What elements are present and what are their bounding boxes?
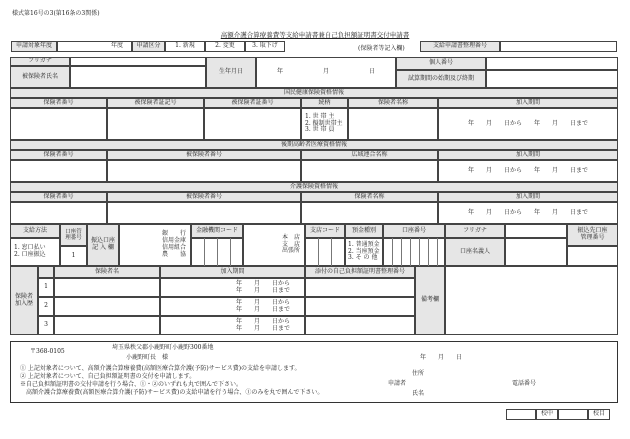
- kaigo-h2: 被保険者番号: [107, 192, 301, 202]
- note-2: ② 上記対象者について、自己負担額証明書の交付を申請します。: [20, 373, 196, 380]
- kokuho-period[interactable]: 年 月 日から 年 月 日まで: [438, 108, 618, 140]
- history-h2: 加入期間: [160, 266, 305, 278]
- relation-member: 3. 世 帯 員: [305, 126, 335, 134]
- birth-field[interactable]: [256, 57, 396, 88]
- tel-label: 電話番号: [512, 380, 537, 387]
- note-3: ※自己負担額証明書の交付申請を行う場合、①・②のいずれも丸で囲んで下さい。: [20, 381, 243, 388]
- history-row-num: 2: [38, 297, 54, 316]
- kokuho-section-title: 国民健康保険資格情報: [10, 88, 618, 98]
- form-number: 様式第16号の3(第16条の3関係): [12, 10, 100, 17]
- koki-h3: 広域連合名称: [301, 150, 438, 160]
- kaigo-period[interactable]: 年 月 日から 年 月 日まで: [438, 202, 618, 224]
- kaigo-insurer-name[interactable]: [301, 202, 438, 224]
- meigi-field[interactable]: [505, 238, 567, 266]
- kokuho-h3: 被保険者証番号: [204, 98, 301, 108]
- option-withdraw[interactable]: 3. 取下げ: [245, 41, 285, 52]
- history-corner: [38, 266, 54, 278]
- koki-insurer-no[interactable]: [10, 160, 107, 182]
- year-label: 申請対象年度: [11, 41, 57, 52]
- relation-quasi: 2. 擬制世帯主: [305, 119, 343, 127]
- kikan-field[interactable]: [486, 70, 618, 88]
- bank-furigana-label: フリガナ: [445, 224, 505, 238]
- koki-h4: 加入期間: [438, 150, 618, 160]
- option-new[interactable]: 1. 新規: [165, 41, 205, 52]
- koki-union-name[interactable]: [301, 160, 438, 182]
- shiten-code-field[interactable]: [305, 238, 345, 266]
- kaigo-h1: 保険者番号: [10, 192, 107, 202]
- yokin-options[interactable]: 1. 普通預金 2. 当座預金 3. そ の 他: [345, 238, 383, 266]
- method-label: 支給方法: [10, 224, 60, 238]
- kikan-code-label: 金融機関コード: [191, 224, 243, 238]
- name-label: 被保険者氏名: [10, 66, 70, 88]
- furigana-label: フリガナ: [10, 57, 70, 66]
- history-row-period[interactable]: 年 月 日から 年 月 日まで: [160, 278, 305, 297]
- method-options[interactable]: 1. 窓口払い 2. 口座振込: [10, 238, 60, 266]
- history-row-insurer[interactable]: [54, 278, 160, 297]
- kokuho-h6: 加入期間: [438, 98, 618, 108]
- koki-insured-no[interactable]: [107, 160, 301, 182]
- shiten-code-label: 支店コード: [305, 224, 345, 238]
- kaigo-insured-no[interactable]: [107, 202, 301, 224]
- koki-period[interactable]: 年 月 日から 年 月 日まで: [438, 160, 618, 182]
- kokuho-insurer-name[interactable]: [348, 108, 438, 140]
- kokuho-h4: 続柄: [301, 98, 348, 108]
- kokuho-h5: 保険者名称: [348, 98, 438, 108]
- saki-label: 振込先口座 管理番号: [567, 224, 618, 246]
- apply-date[interactable]: 年 月 日: [420, 354, 463, 361]
- history-side-label: 保険者 加入歴: [10, 266, 38, 335]
- mayor: 小鹿野町長 様: [126, 354, 169, 361]
- note-4: 高額介護合算療養費(高額医療合算介護(予防)サービス費)の支給申請を行う場合、①のみを丸で囲んで下さい。: [20, 389, 324, 396]
- kokuho-card-symbol[interactable]: [107, 108, 204, 140]
- postal-code: 〒368-0105: [30, 348, 65, 355]
- note-1: ① 上記対象者について、高額介護合算療養費(高額医療合算介護(予防)サービス費)の支給を申請します。: [20, 365, 301, 372]
- address-label: 住所: [412, 370, 425, 377]
- kaigo-h3: 保険者名称: [301, 192, 438, 202]
- kanri-value: 1: [60, 246, 87, 266]
- bank-type[interactable]: 銀 行 信用金庫 信用組合 農 協: [119, 224, 191, 266]
- insurer-fill-label: (保険者等記入欄): [358, 45, 405, 52]
- kaigo-insurer-no[interactable]: [10, 202, 107, 224]
- birth-year: 年: [276, 68, 283, 76]
- koki-h2: 被保険者番号: [107, 150, 301, 160]
- birth-day: 日: [368, 68, 375, 76]
- furigana-field[interactable]: [70, 57, 206, 66]
- furikomi-label: 振込口座 記 入 欄: [87, 224, 119, 266]
- birth-month: 月: [322, 68, 329, 76]
- account-no-label: 口座番号: [383, 224, 445, 238]
- biko-field[interactable]: [445, 266, 618, 335]
- yokin-label: 預金種別: [345, 224, 383, 238]
- option-change[interactable]: 2. 変更: [205, 41, 245, 52]
- meigi-label: 口座名義人: [445, 238, 505, 266]
- kanri-label: 口座管 理番号: [60, 224, 87, 246]
- form-title: 高額介護合算療養費等支給申請書兼自己負担額証明書交付申請書: [220, 31, 410, 39]
- koki-section-title: 後期高齢者医療資格情報: [10, 140, 618, 150]
- kokuho-h2: 被保険者証記号: [107, 98, 204, 108]
- kubun-label: 申請区分: [132, 41, 165, 52]
- kokuho-card-no[interactable]: [204, 108, 301, 140]
- name-field[interactable]: [70, 66, 206, 88]
- branch-type[interactable]: 本 店 支 店 出張所: [243, 224, 305, 266]
- kojin-label: 個人番号: [396, 57, 486, 70]
- address: 埼玉県秩父郡小鹿野町小鹿野300番地: [112, 344, 214, 351]
- kokuho-insurer-no[interactable]: [10, 108, 107, 140]
- saki-field[interactable]: [567, 246, 618, 266]
- history-h3: 添付の自己負担額証明書整理番号: [305, 266, 415, 278]
- seiri-label: 支給申請書整理番号: [420, 41, 500, 52]
- history-row-cert[interactable]: [305, 316, 415, 335]
- kaigo-h4: 加入期間: [438, 192, 618, 202]
- relation-head: 1. 世 帯 主: [305, 112, 335, 120]
- nendo-text: 年度: [110, 42, 123, 50]
- kaigo-section-title: 介護保険資格情報: [10, 182, 618, 192]
- history-h1: 保険者名: [54, 266, 160, 278]
- kokuho-relation[interactable]: [301, 108, 348, 140]
- kochu-label: 校中: [536, 409, 558, 420]
- kojin-field[interactable]: [486, 57, 618, 70]
- seiri-field[interactable]: [500, 41, 617, 52]
- name-label-footer: 氏名: [412, 390, 425, 397]
- history-row-cert[interactable]: [305, 278, 415, 297]
- koki-h1: 保険者番号: [10, 150, 107, 160]
- bank-furigana-field[interactable]: [505, 224, 567, 238]
- history-row-period[interactable]: 年 月 日から 年 月 日まで: [160, 297, 305, 316]
- history-row-num: 3: [38, 316, 54, 335]
- history-row-insurer[interactable]: [54, 316, 160, 335]
- check-box-1[interactable]: [506, 409, 536, 420]
- history-row-insurer[interactable]: [54, 297, 160, 316]
- history-row-num: 1: [38, 278, 54, 297]
- kokuho-h1: 保険者番号: [10, 98, 107, 108]
- kobi-label: 校目: [588, 409, 610, 420]
- applicant-label: 申請者: [388, 380, 407, 387]
- biko-label: 備考欄: [415, 266, 445, 335]
- check-box-2[interactable]: [558, 409, 588, 420]
- year-field[interactable]: [57, 41, 132, 52]
- birth-label: 生年月日: [206, 57, 256, 88]
- history-row-period[interactable]: 年 月 日から 年 月 日まで: [160, 316, 305, 335]
- history-row-cert[interactable]: [305, 297, 415, 316]
- kikan-label: 試算期間の始期及び終期: [396, 70, 486, 88]
